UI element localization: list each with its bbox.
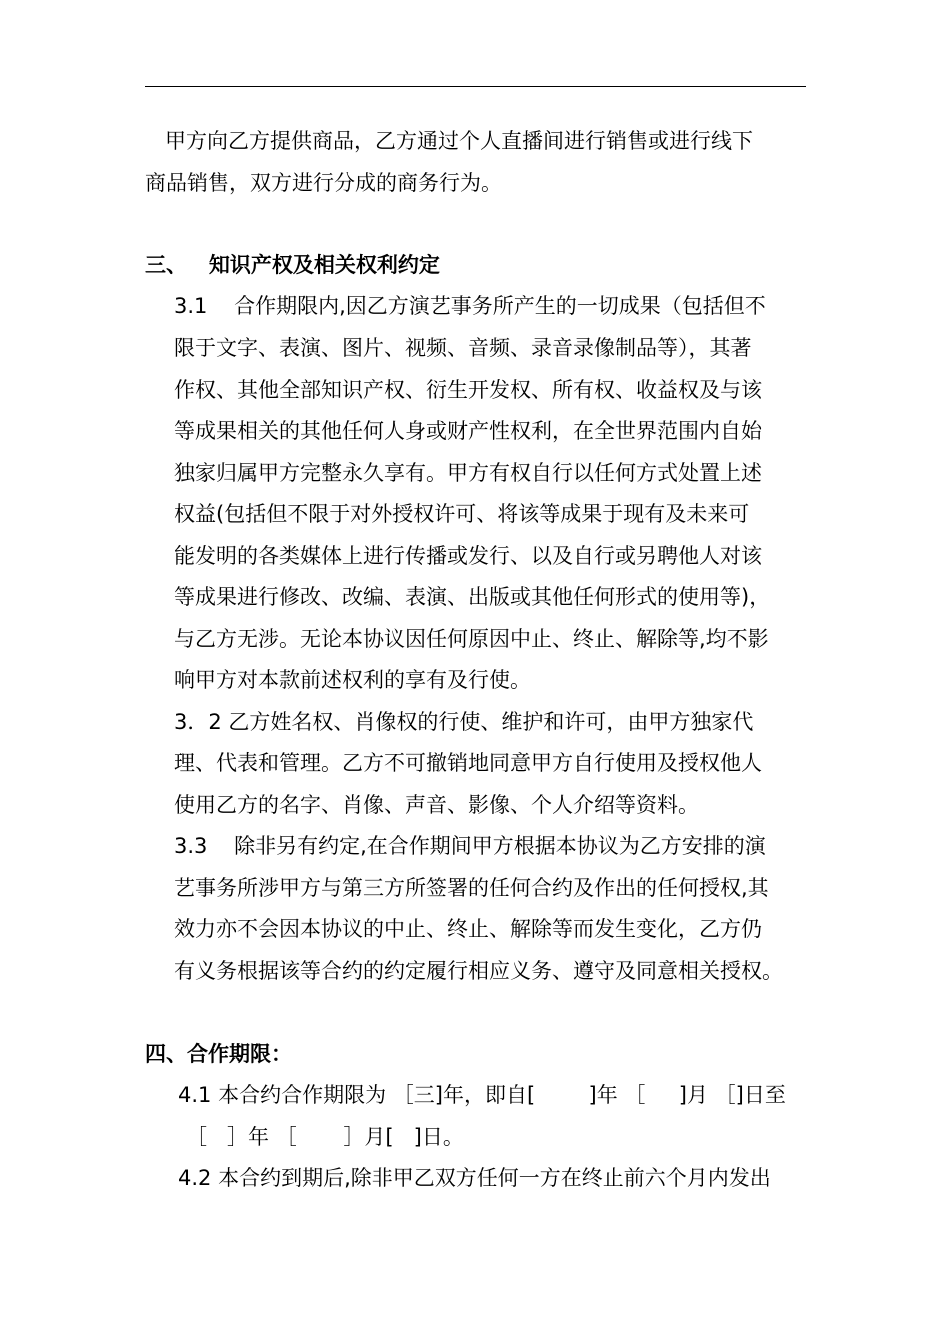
- intro-line-2: 商品销售，双方进行分成的商务行为。: [145, 171, 502, 195]
- section-3-line: 等成果相关的其他任何人身或财产性权利，在全世界范围内自始: [174, 419, 762, 443]
- section-3-line: 能发明的各类媒体上进行传播或发行、以及自行或另聘他人对该: [174, 544, 762, 568]
- section-3-line: 3.3 除非另有约定,在合作期间甲方根据本协议为乙方安排的演: [174, 834, 766, 858]
- section-4-line: ［ ］年 ［ ］月[ ]日。: [186, 1125, 464, 1149]
- section-3-line: 理、代表和管理。乙方不可撤销地同意甲方自行使用及授权他人: [174, 751, 762, 775]
- intro-line-1: 甲方向乙方提供商品，乙方通过个人直播间进行销售或进行线下: [165, 129, 753, 153]
- section-4-line: 4.2 本合约到期后,除非甲乙双方任何一方在终止前六个月内发出: [178, 1166, 771, 1190]
- section-3-line: 作权、其他全部知识产权、衍生开发权、所有权、收益权及与该: [174, 378, 762, 402]
- section-3-line: 响甲方对本款前述权利的享有及行使。: [174, 668, 531, 692]
- section-3-line: 艺事务所涉甲方与第三方所签署的任何合约及作出的任何授权,其: [174, 876, 769, 900]
- section-3-line: 权益(包括但不限于对外授权许可、将该等成果于现有及未来可: [174, 502, 750, 526]
- section-3-heading: 三、 知识产权及相关权利约定: [145, 253, 440, 277]
- section-3-line: 等成果进行修改、改编、表演、出版或其他任何形式的使用等)，: [174, 585, 771, 609]
- section-4-heading: 四、合作期限：: [145, 1042, 292, 1066]
- section-3-line: 限于文字、表演、图片、视频、音频、录音录像制品等），其著: [174, 336, 752, 360]
- section-3-line: 有义务根据该等合约的约定履行相应义务、遵守及同意相关授权。: [174, 959, 783, 983]
- section-3-line: 3.1 合作期限内,因乙方演艺事务所产生的一切成果（包括但不: [174, 294, 766, 318]
- section-4-line: 4.1 本合约合作期限为 ［三]年，即自[ ]年 ［ ]月 ［]日至: [178, 1083, 786, 1107]
- section-3-line: 效力亦不会因本协议的中止、终止、解除等而发生变化，乙方仍: [174, 917, 762, 941]
- section-3-line: 独家归属甲方完整永久享有。甲方有权自行以任何方式处置上述: [174, 461, 762, 485]
- section-3-line: 使用乙方的名字、肖像、声音、影像、个人介绍等资料。: [174, 793, 699, 817]
- header-rule: [145, 86, 806, 87]
- section-3-line: 3．2 乙方姓名权、肖像权的行使、维护和许可，由甲方独家代: [174, 710, 754, 734]
- section-3-line: 与乙方无涉。无论本协议因任何原因中止、终止、解除等,均不影: [174, 627, 769, 651]
